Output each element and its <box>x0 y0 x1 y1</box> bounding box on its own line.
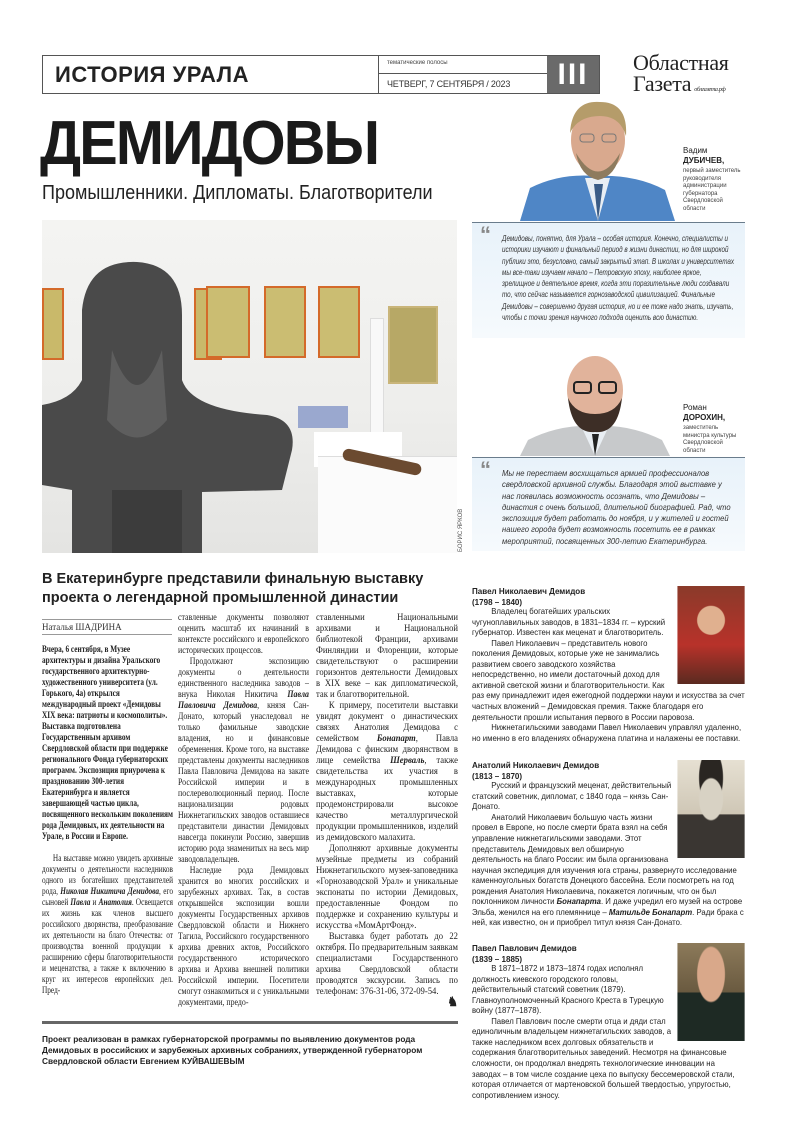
photo-credit: БОРИС ЯРКОВ <box>458 508 464 552</box>
author-first-name: Роман <box>683 403 707 412</box>
bio-years: (1839 – 1885) <box>472 953 523 964</box>
article-lead: Вчера, 6 сентября, в Музее архитектуры и дизайна Уральского государственного архитектурно-художественного университета (ул. Горького, 4а) открылся международный проект «Демидовы XIX века: патриоты и космополиты». Выставка подготовлена Государственным архивом Свердловской области при поддержке регионального Фонда губернаторских программ. Экспозиция приурочена к празднованию 300-летия Екатеринбурга и является завершающей частью цикла, посвященного нескольким поколениям рода Демидовых, их деятельности на Урале, в России и Европе. <box>42 645 173 842</box>
section-header <box>42 55 600 94</box>
bio-paragraph: Анатолий Николаевич большую часть жизни провел в Европе, но после смерти брата взял на себя управление нижнетагильскими заводами. Этот представитель Демидовых вел обширную деятельность на благо России: им была организована научная экспедиция для изучения юга страны, развернуто исследование каменноугольных богатств Донецкого бассейна. Если посмотреть на год рождения Анатолия Николаевича, покажется логичным, что он был поклонником личности Бонапарта. И даже учредил его музей на острове Эльба, женился на его племяннице – Матильде Бонапарт. Ради брака с ней, как известно, он и приобрел титул князя Сан-Донато. <box>472 812 744 928</box>
paragraph: На выставке можно увидеть архивные документы о деятельности наследников одного из богатейших представителей рода, Николая Никитича Демидова, его сыновей Павла и Анатолия. Освещается их жизнь как членов высшего российского дворянства, преобразование их деятельности на благо Отечества: от производства военной продукции к расширению сферы благотворительности и меценатства, а также к включению в круг их интересов европейских дел. Пред- <box>42 854 173 996</box>
author-last-name: ДОРОХИН, <box>683 413 726 422</box>
exhibition-photo <box>42 220 457 553</box>
article-headline: В Екатеринбурге представили финальную выставку проекта о легендарной промышленной династии <box>42 571 424 606</box>
quote-box-1 <box>472 222 745 338</box>
bio-pavel-nikolaevich <box>472 586 745 744</box>
section-title: ИСТОРИЯ УРАЛА <box>43 56 379 93</box>
quote-mark-icon: “ <box>480 222 491 247</box>
header-meta <box>379 56 547 93</box>
bios-column <box>472 586 745 1114</box>
author-position: первый заместитель руководителя администрации губернатора Свердловской области <box>683 168 741 212</box>
bio-anatoly-nikolaevich <box>472 760 745 929</box>
author-first-name: Вадим <box>683 146 708 155</box>
bio-name: Павел Николаевич Демидов <box>472 586 586 596</box>
quote-text: Демидовы, понятно, для Урала – особая история. Конечно, специалисты и историки изучают и финальный период в жизни династии, но для широкой публики это, безусловно, самый закрытый этап. В школах и университетах мы все-таки изучаем начало – Петровскую эпоху, наиболее яркое, зрелищное и деятельное время, когда эти поразительные люди создавали то, что сейчас называется горнозаводской цивилизацией. Финальные Демидовы – совершенно другая история, но и ее тоже надо знать, изучать, чтобы с точки зрения научного подхода оценить всю династию. <box>502 233 735 323</box>
logo-site: облгазета.рф <box>694 87 726 93</box>
end-mark-icon: ♞ <box>447 994 458 1009</box>
portrait-pavel-nikolaevich <box>678 586 745 684</box>
author-position: заместитель министра культуры Свердловской области <box>683 425 737 454</box>
footer-divider <box>42 1021 458 1024</box>
bio-years: (1798 – 1840) <box>472 596 523 607</box>
article-column-3 <box>316 613 458 1007</box>
paragraph: К примеру, посетители выставки увидят документ о династических связях Анатолия Демидова с семейством Бонапарт, Павла Демидова с финским дворянством в лице семейства Шерваль, также свидетельства их участия в международных промышленных выставках, которые продемонстрировали высокое качество металлургической продукции промышленников, изделий из демидовского малахита. <box>316 701 459 843</box>
bio-paragraph: Нижнетагильскими заводами Павел Николаевич управлял удаленно, но именно в его владениях обнаружена платина и налажены ее поставки. <box>472 723 742 743</box>
bio-name: Павел Павлович Демидов <box>472 942 577 953</box>
paragraph: Дополняют архивные документы музейные предметы из собраний Нижнетагильского музея-заповедника «Горнозаводской Урал» и уникальные экспонаты по истории Демидовых, предоставленные Фондом по поддержке и сохранению культуры и искусства «МомАртФонд». <box>316 844 458 931</box>
paragraph: ставленными Национальными архивами и Национальной библиотекой Франции, архивами Финляндии и Флоренции, которые свидетельствуют о расширении горизонтов деятельности Демидовых в XIX веке – как дипломатической, так и благотворительной. <box>316 613 458 700</box>
quote-text: Мы не перестаем восхищаться армией профессионалов свердловской архивной службы. Благодаря этой выставке у нас появилась возможность осознать, что Демидовы – династия с очень большой, длительной биографией. Рад, что экспозиция будет работать до ноября, и у жителей и гостей нашего города будет возможность посетить ее в рамках мероприятий, посвященных 300-летию Екатеринбурга. <box>502 468 731 546</box>
project-footer-note: Проект реализован в рамках губернаторской программы по выявлению документов рода Демидовых в российских и зарубежных архивных собраниях, утвержденной губернатором Свердловской области Евгением КУЙВАШЕВЫМ <box>42 1034 423 1066</box>
page-subtitle: Промышленники. Дипломаты. Благотворители <box>42 182 433 204</box>
paragraph: Продолжают экспозицию документы о деятельности единственного наследника заводов – внука Николая Никитича Павла Павловича Демидова, князя Сан-Донато, который унаследовал не только фамильные заводские владения, но и финансовые обременения. Кроме того, на выставке представлены документы наследников Павла Павловича Демидова на закате Российской империи и в послереволюционный период. После национализации родовых Нижнетагильских заводов оставшиеся представители династии Демидовых навсегда покинули Россию, завершив историю рода знаменитых на весь мир заводовладельцев. <box>178 657 310 865</box>
bio-years: (1813 – 1870) <box>472 770 523 781</box>
article-column-1 <box>42 645 173 997</box>
bio-name: Анатолий Николаевич Демидов <box>472 760 600 771</box>
author-last-name: ДУБИЧЕВ, <box>683 156 725 165</box>
quote-author-2 <box>683 403 745 455</box>
article-headline-box <box>42 570 452 608</box>
bio-pavel-pavlovich <box>472 943 745 1101</box>
quote-mark-icon: “ <box>480 457 491 482</box>
page-title: ДЕМИДОВЫ <box>40 109 379 178</box>
quote-box-2 <box>472 457 745 551</box>
paragraph: ставленные документы позволяют оценить масштаб их начинаний в контексте российского и европейского исторических процессов. <box>178 613 309 656</box>
paragraph: Наследие рода Демидовых хранится во многих российских и зарубежных архивах. Так, в состав открывшейся экспозиции вошли документы Государственных архивов Свердловской области и Нижнего Тагила, Российского государственного архива древних актов, Российского государственного исторического архива и Архива внешней политики Российской империи. Посетители смогут ознакомиться и с уникальными документами, предо- <box>178 866 309 1008</box>
bio-paragraph: Павел Николаевич – представитель нового поколения Демидовых, которые уже не занимались развитием своего заводского хозяйства непосредственно, но имели достаточный доход для активной светской жизни и благотворительности. Как раз ему принадлежит идея ежегодной поддержки науки и искусства за счет частных вложений – Демидовская премия. Также благодаря его деятельности прошли испытания первого в России паровоза. <box>472 638 745 722</box>
issue-date: ЧЕТВЕРГ, 7 СЕНТЯБРЯ / 2023 <box>387 79 511 89</box>
page-number-badge: III <box>547 56 599 93</box>
portrait-photo-dubichev <box>520 98 675 221</box>
paragraph: Выставка будет работать до 22 октября. По предварительным заявкам специалистами Государственного архива Свердловской области проводятся экскурсии. Запись по телефонам: 376-31-06, 372-09-54. <box>316 932 458 997</box>
category-label: тематические полосы <box>379 56 547 74</box>
project-footer-note-box <box>42 1034 462 1067</box>
portrait-anatoly-nikolaevich <box>678 760 745 858</box>
bio-paragraph: Русский и французский меценат, действительный статский советник, дипломат, с 1840 года – князь Сан-Донато. <box>472 781 672 812</box>
portrait-photo-dorokhin <box>520 352 670 456</box>
logo-line2: Газета <box>633 71 692 96</box>
logo-line1: Областная <box>633 50 729 75</box>
article-author: Наталья ШАДРИНА <box>42 619 172 635</box>
quote-author-1 <box>683 146 745 213</box>
bio-paragraph: В 1871–1872 и 1873–1874 годах исполнял должность киевского городского головы, действительный статский советник (1879). Главноуполномоченный Красного Креста в Турецкую войну (1877–1878). <box>472 964 664 1016</box>
bio-paragraph: Павел Павлович после смерти отца и дяди стал единоличным владельцем нижнетагильских заводов, а также наследником всех долговых обязательств и содержания благотворительных заведений. Несмотря на финансовые сложности, он продолжал внедрять технологические инновации на заводах – в том числе создание цеха по выпуску бессемеровской стали, которая отличается от мартеновской большей твердостью, упругостью, сопротивлением износу. <box>472 1016 735 1100</box>
portrait-pavel-pavlovich <box>678 943 745 1041</box>
article-column-2 <box>178 613 309 1009</box>
bio-paragraph: Владелец богатейших уральских чугуноплавильных заводов, в 1831–1834 гг. – курский губернатор. Известен как меценат и благотворитель. <box>472 607 666 638</box>
newspaper-logo <box>633 52 729 101</box>
